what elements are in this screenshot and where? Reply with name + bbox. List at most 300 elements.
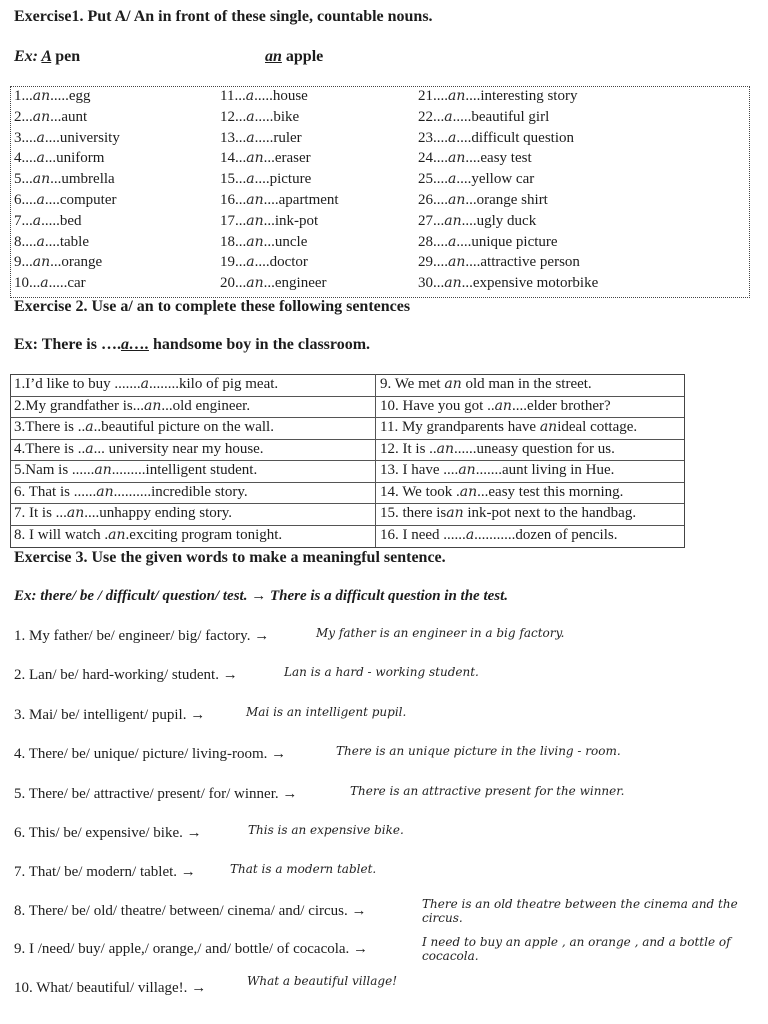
prompt-text: 8. There/ be/ old/ theatre/ between/ cinema/ and/ circus. [14,903,348,919]
sentence-end: ...easy test this morning. [477,483,624,500]
ex3-prompt [14,825,202,842]
sentence-answer: an [94,462,112,478]
arrow-icon: → [250,628,270,644]
ex1-item [418,88,577,105]
arrow-icon: → [218,667,238,683]
sentence-start: 1.I’d like to buy ....... [14,376,141,392]
item-dots-after: ..... [452,108,472,125]
sentence-start: 9. We met [380,376,445,392]
sentence-end: ..........incredible story. [113,483,248,500]
ex2-sentence-left [14,441,264,458]
item-number: 28. [418,233,437,250]
item-number: 5. [14,171,26,188]
item-noun: uncle [274,233,308,250]
ex3-answer: There is an unique picture in the living - room. [336,744,621,758]
item-noun: orange shirt [476,192,548,208]
item-noun: yellow car [471,171,535,188]
sentence-start: 14. We took . [380,483,460,500]
item-number: 29. [418,254,437,271]
sentence-answer: an [96,483,114,500]
sentence-start: 3.There is .. [14,419,86,435]
sentence-end: .......aunt living in Hue. [475,462,615,478]
item-noun: orange [61,254,103,271]
ex3-answer: I need to buy an apple , an orange , and a bottle of cocacola. [422,935,731,963]
sentence-end: ....elder brother? [511,397,611,414]
ex2-sentence-left [14,505,232,522]
item-number: 16. [220,192,239,208]
item-number: 7. [14,212,26,229]
ex2-sentence-right [380,419,637,436]
example-answer: a…. [120,336,149,353]
ex1-item [14,88,91,105]
item-dots-before: ... [25,129,37,146]
item-number: 25. [418,171,437,188]
exercise-2-example [14,336,370,354]
item-noun: bike [273,108,300,125]
item-number: 27. [418,212,437,229]
item-answer: a [36,129,45,146]
sentence-start: 15. there is [380,505,447,521]
item-answer: an [448,150,466,167]
item-number: 20. [220,275,239,292]
sentence-start: 7. It is ... [14,505,67,521]
item-number: 18. [220,233,239,250]
item-noun: easy test [480,150,532,167]
ex3-prompt [14,786,297,803]
sentence-answer: an [494,397,512,414]
ex3-answer: This is an expensive bike. [248,823,404,837]
item-number: 12. [220,108,239,125]
item-noun: picture [269,171,312,188]
ex1-item [14,192,117,209]
item-answer: an [444,212,462,229]
ex1-item [220,254,308,271]
item-dots-after: ... [44,150,57,167]
exercise-1-title: Exercise1. Put A/ An in front of these single, countable nouns. [14,8,433,25]
item-dots-after: ... [50,108,62,125]
prompt-text: 4. There/ be/ unique/ picture/ living-room. [14,746,268,762]
ex1-item [14,130,120,147]
ex3-answer: What a beautiful village! [247,974,398,988]
ex2-sentence-left [14,527,282,544]
item-number: 8. [14,233,26,250]
ex1-item [14,109,87,126]
item-answer: a [246,129,255,146]
item-noun: umbrella [61,171,115,188]
item-dots-before: .. [238,192,247,208]
item-noun: doctor [269,254,308,271]
sentence-answer: an [459,483,478,500]
sentence-answer: a [85,419,94,435]
example-label: Ex: [14,48,38,65]
item-dots-before: .. [238,129,247,146]
item-dots-after: .... [456,171,472,188]
item-dots-after: ... [263,150,275,167]
exercise-1-box [10,86,750,298]
item-dots-before: ... [436,129,448,146]
item-answer: an [448,88,466,104]
item-answer: an [448,192,466,208]
prompt-text: 1. My father/ be/ engineer/ big/ factory. [14,628,251,644]
item-dots-before: .. [238,275,247,292]
item-dots-after: ... [50,171,62,188]
item-dots-before: ... [436,150,448,167]
table-row-divider [10,525,684,526]
item-noun: unique picture [471,233,558,250]
item-dots-after: ... [263,275,275,292]
item-dots-after: ... [263,212,275,229]
item-answer: an [246,150,264,167]
ex3-prompt [14,667,238,684]
item-answer: a [448,233,457,250]
prompt-text: 6. This/ be/ expensive/ bike. [14,825,183,841]
ex1-item [418,171,534,188]
item-answer: a [36,233,45,250]
item-dots-after: .... [44,129,60,146]
arrow-icon: → [187,980,207,996]
sentence-answer: an [444,376,462,392]
sentence-answer: an [458,462,476,478]
ex2-sentence-right [380,376,592,393]
item-dots-before: .. [238,212,247,229]
item-noun: bed [59,212,82,229]
item-noun: car [67,275,86,292]
item-dots-after: ..... [50,88,69,104]
sentence-end: ...old engineer. [161,397,251,414]
item-dots-before: .. [25,254,33,271]
item-dots-before: ... [436,233,448,250]
item-dots-after: .... [254,254,270,271]
item-number: 30. [418,275,437,292]
item-number: 10. [14,275,33,292]
item-answer: an [246,192,264,208]
item-dots-before: .. [25,88,33,104]
ex3-answer: That is a modern tablet. [230,862,377,876]
item-number: 9. [14,254,26,271]
sentence-answer: an [66,505,85,521]
item-number: 26. [418,192,437,208]
item-noun: beautiful girl [471,108,550,125]
example-answer-an: an [265,48,282,65]
item-dots-before: ... [25,233,37,250]
item-answer: a [246,254,255,271]
sentence-answer: a [140,376,150,392]
item-answer: an [246,212,264,229]
sentence-answer: an [108,526,126,543]
item-dots-after: .... [263,192,279,208]
ex2-sentence-right [380,462,614,479]
item-dots-before: .. [436,108,445,125]
sentence-start: 5.Nam is ...... [14,462,95,478]
prompt-text: 9. I /need/ buy/ apple,/ orange,/ and/ bottle/ of cocacola. [14,941,350,957]
ex3-answer: Mai is an intelligent pupil. [246,705,407,719]
item-dots-before: ... [436,254,448,271]
item-noun: ink-pot [274,212,319,229]
sentence-start: 8. I will watch . [14,526,109,543]
item-number: 3. [14,129,26,146]
sentence-start: 4.There is .. [14,440,86,457]
item-noun: uniform [56,150,105,167]
ex2-sentence-left [14,419,274,436]
arrow-icon: → [349,941,369,957]
item-dots-before: .. [32,275,41,292]
item-dots-before: ... [436,88,448,104]
item-noun: computer [59,192,117,208]
sentence-end: .........intelligent student. [111,462,258,478]
item-dots-after: ..... [48,275,68,292]
sentence-end: ink-pot next to the handbag. [463,505,637,521]
exercise-3-title: Exercise 3. Use the given words to make a meaningful sentence. [14,549,446,566]
ex1-item [418,150,532,167]
item-dots-after: ..... [41,212,60,229]
item-answer: an [246,275,264,292]
prompt-text: 7. That/ be/ modern/ tablet. [14,864,178,880]
item-number: 2. [14,108,26,125]
prompt-text: 10. What/ beautiful/ village!. [14,980,188,996]
item-dots-after: ... [465,192,477,208]
sentence-start: 11. My grandparents have [380,419,540,435]
sentence-end: ..beautiful picture on the wall. [93,419,274,435]
item-number: 24. [418,150,437,167]
item-dots-before: .. [238,254,247,271]
sentence-start: 13. I have .... [380,462,459,478]
item-answer: an [32,254,51,271]
item-answer: a [448,129,457,146]
item-dots-after: ... [263,233,275,250]
ex1-item [14,171,115,188]
ex1-item [220,150,311,167]
item-dots-after: .... [44,192,60,208]
ex1-item [418,109,549,126]
table-row-divider [10,482,684,483]
sentence-answer: an [143,397,162,414]
item-noun: house [272,88,308,104]
item-noun: difficult question [471,129,574,146]
arrow-icon: → [186,707,206,723]
item-dots-before: ... [436,171,448,188]
sentence-end: old man in the street. [461,376,592,392]
ex1-item [220,88,308,105]
item-dots-after: ... [461,275,473,292]
sentence-answer: a [465,526,475,543]
ex3-answer: There is an attractive present for the winner. [350,784,625,798]
item-answer: a [32,212,42,229]
prompt-text: 2. Lan/ be/ hard-working/ student. [14,667,219,683]
ex1-item [220,130,302,147]
item-answer: a [36,192,45,208]
item-answer: an [32,108,51,125]
item-dots-after: ..... [254,108,274,125]
exercise-3-example: Ex: there/ be / difficult/ question/ test. → There is a difficult question in the test. [14,588,509,604]
ex2-sentence-right [380,398,611,415]
ex1-item [14,150,104,167]
item-dots-before: .. [25,108,33,125]
item-dots-before: ... [25,150,37,167]
item-answer: a [246,171,255,188]
item-dots-before: .. [436,212,445,229]
item-dots-before: ... [25,192,37,208]
sentence-end: ... university near my house. [93,440,264,457]
item-number: 14. [220,150,239,167]
exercise-1-example-a [14,48,80,66]
arrow-icon: → [267,746,287,762]
exercise-1-example-an [265,48,323,66]
ex1-item [14,275,86,292]
sentence-start: 16. I need ...... [380,526,466,543]
item-dots-before: .. [238,88,246,104]
item-dots-after: ..... [254,88,273,104]
item-answer: an [32,171,51,188]
ex3-answer: There is an old theatre between the cinema and the circus. [422,897,738,925]
item-answer: an [444,275,462,292]
ex1-item [220,213,318,230]
item-answer: a [40,275,49,292]
example-post: handsome boy in the classroom. [148,336,371,353]
item-dots-after: .... [461,212,477,229]
item-number: 13. [220,129,239,146]
item-answer: a [36,150,45,167]
item-dots-before: .. [238,233,247,250]
ex3-prompt [14,941,368,958]
item-noun: university [59,129,120,146]
sentence-answer: an [436,440,455,457]
item-answer: a [448,171,457,188]
item-answer: a [246,108,255,125]
item-noun: table [59,233,90,250]
prompt-text: 5. There/ be/ attractive/ present/ for/ winner. [14,786,279,802]
item-number: 4. [14,150,26,167]
item-dots-before: .. [25,171,33,188]
ex1-item [220,234,307,251]
item-noun: ruler [273,129,302,146]
item-noun: ugly duck [476,212,537,229]
ex2-sentence-left [14,462,257,479]
ex3-answer: Lan is a hard - working student. [284,665,479,679]
ex3-prompt [14,903,367,920]
example-answer-a: A [41,48,52,65]
ex3-answer: My father is an engineer in a big factory. [316,626,565,640]
ex2-sentence-right [380,484,623,501]
item-noun: aunt [61,108,88,125]
ex2-sentence-left [14,376,278,393]
item-noun: expensive motorbike [472,275,599,292]
ex2-sentence-right [380,505,636,522]
prompt-text: 3. Mai/ be/ intelligent/ pupil. [14,707,187,723]
ex3-prompt [14,746,286,763]
sentence-end: ideal cottage. [557,419,638,435]
item-dots-after: .... [254,171,270,188]
table-row-divider [10,396,684,397]
arrow-icon: → [347,903,367,919]
arrow-icon: → [278,786,298,802]
item-noun: eraser [274,150,311,167]
item-dots-before: ... [436,192,448,208]
item-dots-after: .... [465,150,481,167]
ex1-item [14,234,89,251]
item-number: 1. [14,88,26,104]
item-answer: an [32,88,51,104]
sentence-answer: an [539,419,558,435]
ex1-item [418,213,536,230]
item-answer: an [448,254,466,271]
example-noun-apple: apple [285,48,324,65]
item-noun: apartment [278,192,339,208]
item-dots-before: .. [238,171,247,188]
item-number: 11. [220,88,239,104]
ex1-item [14,254,102,271]
item-number: 17. [220,212,239,229]
item-dots-before: .. [25,212,33,229]
item-noun: engineer [274,275,327,292]
ex3-prompt [14,628,269,645]
example-noun-pen: pen [55,48,81,65]
sentence-start: 10. Have you got .. [380,397,495,414]
item-dots-after: .... [465,88,481,104]
sentence-end: ....unhappy ending story. [84,505,233,521]
item-number: 19. [220,254,239,271]
item-answer: a [444,108,453,125]
item-number: 21. [418,88,437,104]
item-dots-after: ... [50,254,62,271]
item-answer: an [246,233,264,250]
sentence-end: .exciting program tonight. [125,526,283,543]
ex1-item [418,192,548,209]
item-dots-after: .... [456,233,472,250]
item-noun: attractive person [480,254,580,271]
sentence-answer: a [85,440,94,457]
item-noun: interesting story [480,88,578,104]
item-dots-after: ..... [254,129,274,146]
table-row-divider [10,460,684,461]
sentence-start: 6. That is ...... [14,483,97,500]
arrow-icon: → [177,864,196,880]
ex3-prompt [14,864,196,881]
ex2-sentence-left [14,398,250,415]
sentence-answer: an [446,505,464,521]
table-row-divider [10,503,684,504]
exercise-2-title: Exercise 2. Use a/ an to complete these following sentences [14,298,411,315]
item-dots-before: .. [238,150,247,167]
item-dots-before: .. [436,275,445,292]
item-number: 6. [14,192,26,208]
arrow-icon: → [182,825,202,841]
ex1-item [220,171,311,188]
ex2-sentence-right [380,527,617,544]
table-row-divider [10,417,684,418]
sentence-start: 2.My grandfather is... [14,397,144,414]
ex1-item [418,234,558,251]
sentence-end: ......uneasy question for us. [454,440,615,457]
example-pre: Ex: There is …. [14,336,121,353]
ex1-item [14,213,82,230]
sentence-end: ........kilo of pig meat. [149,376,279,392]
ex2-sentence-right [380,441,615,458]
sentence-start: 12. It is .. [380,440,437,457]
item-noun: egg [68,88,91,104]
ex3-prompt [14,980,206,997]
ex1-item [220,109,299,126]
ex1-item [418,130,574,147]
ex1-item [418,275,598,292]
ex3-prompt [14,707,205,724]
sentence-end: ...........dozen of pencils. [474,526,618,543]
item-dots-before: .. [238,108,247,125]
item-number: 23. [418,129,437,146]
item-dots-after: .... [44,233,60,250]
ex1-item [220,275,327,292]
ex2-sentence-left [14,484,248,501]
ex1-item [220,192,339,209]
